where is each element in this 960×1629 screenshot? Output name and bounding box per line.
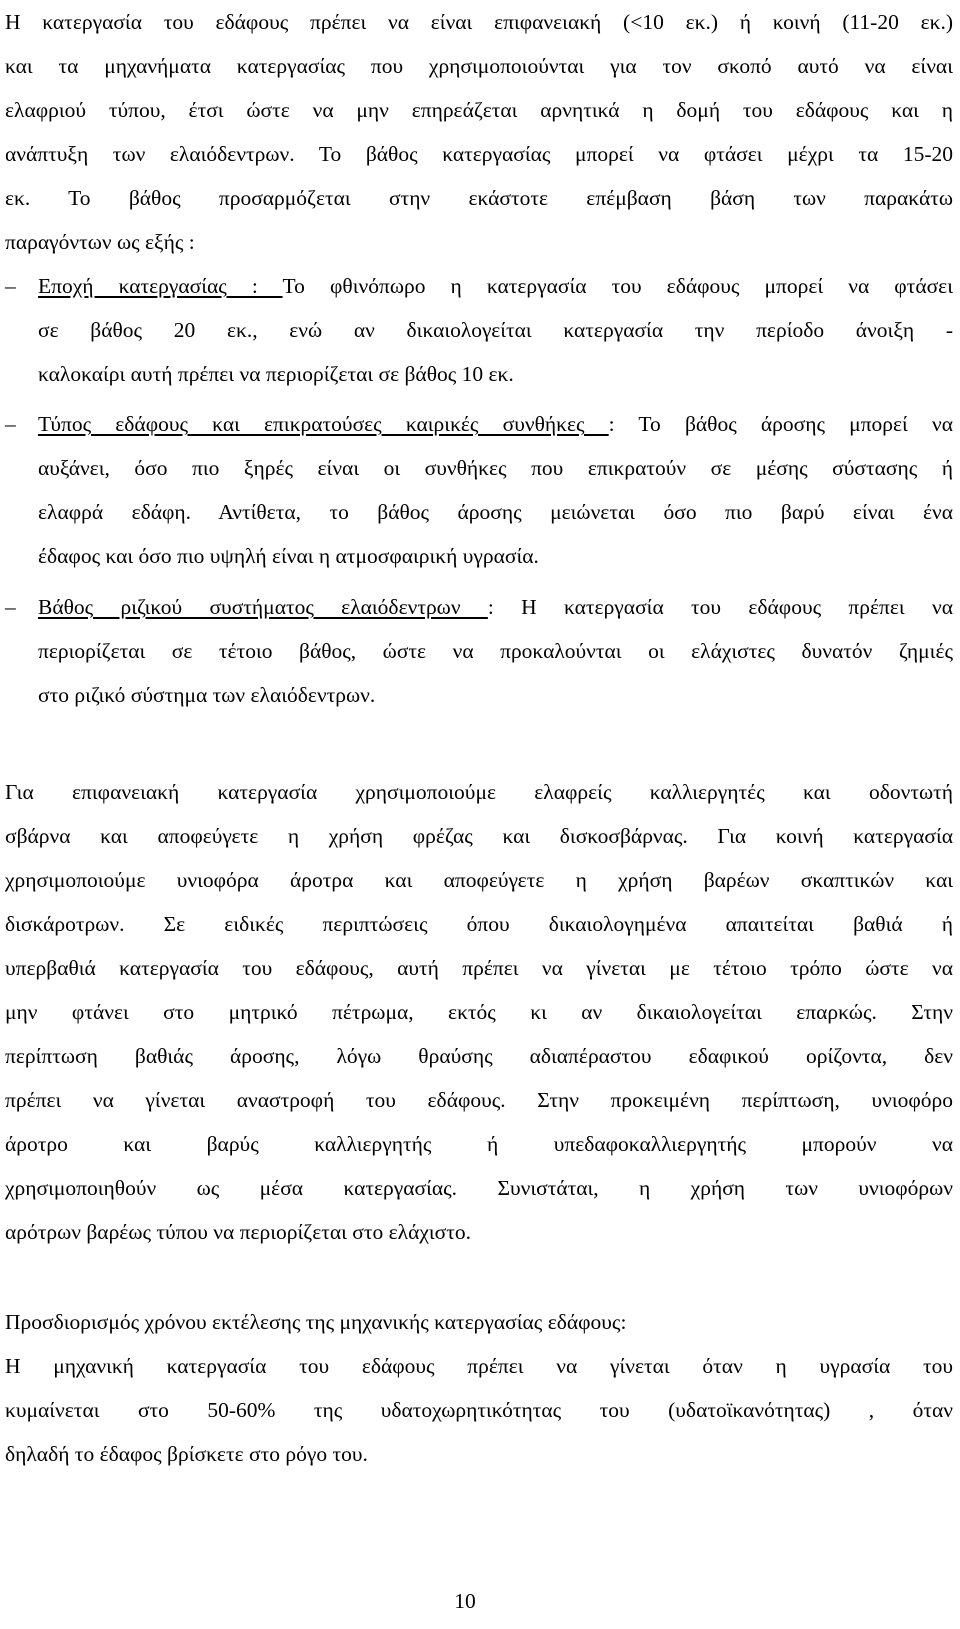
text-line: και τα μηχανήματα κατεργασίας που χρησιμοποιούνται για τον σκοπό αυτό να είναι: [5, 54, 953, 78]
text-line: ελαφρά εδάφη. Αντίθετα, το βάθος άροσης μειώνεται όσο πιο βαρύ είναι ένα: [38, 500, 953, 524]
text-line: δισκάροτρων. Σε ειδικές περιπτώσεις όπου δικαιολογημένα απαιτείται βαθιά ή: [5, 912, 953, 936]
text-line: υπερβαθιά κατεργασία του εδάφους, αυτή πρέπει να γίνεται με τέτοιο τρόπο ώστε να: [5, 956, 953, 980]
dash-marker: –: [5, 412, 16, 436]
text-line: σε βάθος 20 εκ., ενώ αν δικαιολογείται κατεργασία την περίοδο άνοιξη -: [38, 318, 953, 342]
text-line: ανάπτυξη των ελαιόδεντρων. Το βάθος κατεργασίας μπορεί να φτάσει μέχρι τα 15-20: [5, 142, 953, 166]
text-line: [38, 264, 953, 308]
dash-marker: –: [5, 595, 16, 619]
text-line: αυξάνει, όσο πιο ξηρές είναι οι συνθήκες που επικρατούν σε μέσης σύστασης ή: [38, 456, 953, 480]
text-line: πρέπει να γίνεται αναστροφή του εδάφους. Στην προκειμένη περίπτωση, υνιοφόρο: [5, 1088, 953, 1112]
bullet-label: Βάθος ριζικού συστήματος ελαιόδεντρων: [38, 595, 488, 619]
text-line: καλοκαίρι αυτή πρέπει να περιορίζεται σε βάθος 10 εκ.: [38, 362, 514, 386]
bullet-root-depth: [5, 585, 953, 717]
text-line: δηλαδή το έδαφος βρίσκετε στο ρόγο του.: [5, 1442, 368, 1466]
text-line: [38, 402, 953, 446]
text-line: περίπτωση βαθιάς άροσης, λόγω θραύσης αδιαπέραστου εδαφικού ορίζοντα, δεν: [5, 1044, 953, 1068]
text-line: [38, 585, 953, 629]
paragraph-intro: [5, 0, 953, 264]
bullet-text: : Το βάθος άροσης μπορεί να: [608, 412, 953, 436]
text-line: Για επιφανειακή κατεργασία χρησιμοποιούμε ελαφρείς καλλιεργητές και οδοντωτή: [5, 780, 953, 804]
bullet-text: Το φθινόπωρο η κατεργασία του εδάφους μπορεί να φτάσει: [282, 274, 953, 298]
text-line: κυμαίνεται στο 50-60% της υδατοχωρητικότητας του (υδατοϊκανότητας) , όταν: [5, 1398, 953, 1422]
bullet-soil-type: [5, 402, 953, 578]
dash-marker: –: [5, 274, 16, 298]
text-line: χρησιμοποιηθούν ως μέσα κατεργασίας. Συνιστάται, η χρήση των υνιοφόρων: [5, 1176, 953, 1200]
text-line: σβάρνα και αποφεύγετε η χρήση φρέζας και δισκοσβάρνας. Για κοινή κατεργασία: [5, 824, 953, 848]
section-heading: Προσδιορισμός χρόνου εκτέλεσης της μηχανικής κατεργασίας εδάφους:: [5, 1310, 627, 1334]
bullet-label: Εποχή κατεργασίας :: [38, 274, 283, 298]
text-line: Η μηχανική κατεργασία του εδάφους πρέπει να γίνεται όταν η υγρασία του: [5, 1354, 953, 1378]
text-line: έδαφος και όσο πιο υψηλή είναι η ατμοσφαιρική υγρασία.: [38, 544, 539, 568]
paragraph-timing: [5, 1300, 953, 1476]
text-line: αρότρων βαρέως τύπου να περιορίζεται στο ελάχιστο.: [5, 1220, 472, 1244]
text-line: άροτρο και βαρύς καλλιεργητής ή υπεδαφοκαλλιεργητής μπορούν να: [5, 1132, 953, 1156]
bullet-label: Τύπος εδάφους και επικρατούσες καιρικές συνθήκες: [38, 412, 609, 436]
paragraph-equipment: [5, 770, 953, 1254]
text-line: χρησιμοποιούμε υνιοφόρα άροτρα και αποφεύγετε η χρήση βαρέων σκαπτικών και: [5, 868, 953, 892]
text-line: περιορίζεται σε τέτοιο βάθος, ώστε να προκαλούνται οι ελάχιστες δυνατόν ζημιές: [38, 639, 953, 663]
text-line: Η κατεργασία του εδάφους πρέπει να είναι επιφανειακή (<10 εκ.) ή κοινή (11-20 εκ.): [5, 10, 953, 34]
text-line: στο ριζικό σύστημα των ελαιόδεντρων.: [38, 683, 376, 707]
text-line: μην φτάνει στο μητρικό πέτρωμα, εκτός κι αν δικαιολογείται επαρκώς. Στην: [5, 1000, 953, 1024]
text-line: ελαφριού τύπου, έτσι ώστε να μην επηρεάζεται αρνητικά η δομή του εδάφους και η: [5, 98, 953, 122]
text-line: παραγόντων ως εξής :: [5, 230, 195, 254]
bullet-text: : Η κατεργασία του εδάφους πρέπει να: [487, 595, 953, 619]
text-line: εκ. Το βάθος προσαρμόζεται στην εκάστοτε επέμβαση βάση των παρακάτω: [5, 186, 953, 210]
page-number: 10: [454, 1589, 476, 1613]
bullet-season: [5, 264, 953, 396]
